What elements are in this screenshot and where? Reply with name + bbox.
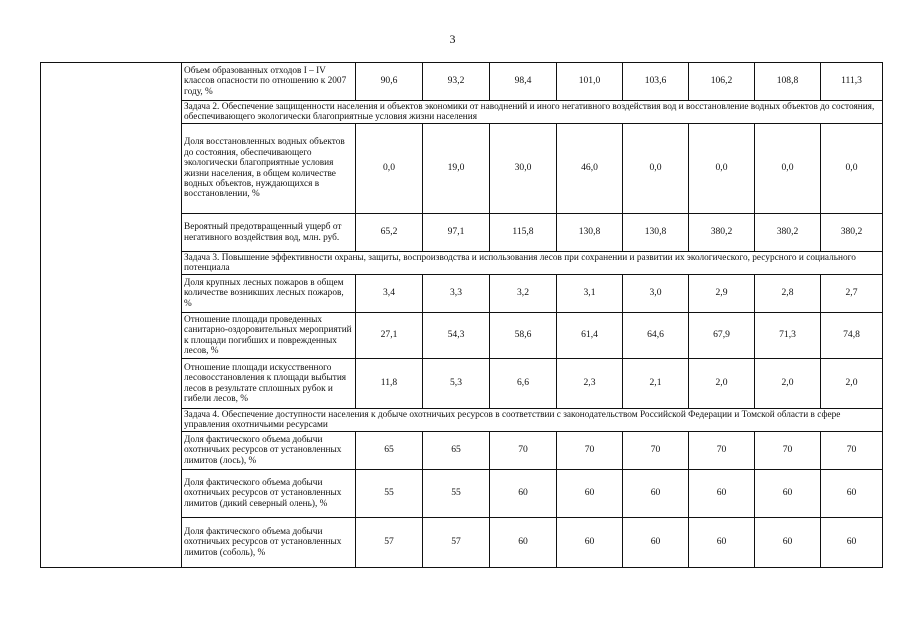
indicator-value: 57 [356,518,423,568]
indicator-value: 98,4 [490,63,557,101]
indicator-value: 55 [356,470,423,518]
indicator-value: 115,8 [490,214,557,252]
indicator-value: 55 [423,470,490,518]
indicator-value: 108,8 [755,63,821,101]
indicator-value: 380,2 [689,214,755,252]
indicator-value: 3,2 [490,275,557,313]
indicator-value: 103,6 [623,63,689,101]
page-number: 3 [449,32,456,46]
indicator-value: 61,4 [557,313,623,359]
indicator-value: 60 [557,518,623,568]
indicator-value: 70 [689,432,755,470]
indicator-value: 65 [356,432,423,470]
indicator-name: Вероятный предотвращенный ущерб от негативного воздействия вод, млн. руб. [182,214,356,252]
indicator-value: 70 [623,432,689,470]
indicator-value: 2,0 [689,359,755,409]
indicator-value: 0,0 [821,124,883,214]
indicator-value: 54,3 [423,313,490,359]
indicator-name: Отношение площади проведенных санитарно-оздоровительных мероприятий к площади погибших и поврежденных лесов, % [182,313,356,359]
indicator-value: 65,2 [356,214,423,252]
indicator-value: 2,3 [557,359,623,409]
indicator-value: 97,1 [423,214,490,252]
indicator-value: 70 [755,432,821,470]
indicator-value: 60 [821,470,883,518]
indicators-table [40,62,883,568]
indicator-name: Доля фактического объема добычи охотничьих ресурсов от установленных лимитов (лось), % [182,432,356,470]
indicator-value: 101,0 [557,63,623,101]
task-heading: Задача 3. Повышение эффективности охраны, защиты, воспроизводства и использования лесов при сохранении и развитии их экологического, ресурсного и социального потенциала [182,252,883,275]
indicator-value: 71,3 [755,313,821,359]
indicator-value: 60 [821,518,883,568]
indicator-value: 60 [490,518,557,568]
task-heading: Задача 2. Обеспечение защищенности населения и объектов экономики от наводнений и иного негативного воздействия вод и восстановление водных объектов до состояния, обеспечивающего экологически благоприятные условия жизни населения [182,101,883,124]
indicator-value: 65 [423,432,490,470]
indicator-value: 60 [689,518,755,568]
indicator-value: 5,3 [423,359,490,409]
indicator-value: 0,0 [755,124,821,214]
indicator-value: 3,4 [356,275,423,313]
indicator-value: 70 [821,432,883,470]
indicator-row [41,63,883,101]
indicator-name: Объем образованных отходов I – IV классов опасности по отношению к 2007 году, % [182,63,356,101]
indicator-value: 380,2 [755,214,821,252]
indicator-value: 30,0 [490,124,557,214]
indicator-value: 60 [755,518,821,568]
indicator-value: 60 [623,470,689,518]
indicator-value: 46,0 [557,124,623,214]
indicator-value: 6,6 [490,359,557,409]
task-heading: Задача 4. Обеспечение доступности населения к добыче охотничьих ресурсов в соответствии с законодательством Российской Федерации и Томской области в сфере управления охотничьими ресурсами [182,409,883,432]
indicator-value: 90,6 [356,63,423,101]
indicator-value: 60 [623,518,689,568]
indicator-value: 93,2 [423,63,490,101]
indicator-value: 64,6 [623,313,689,359]
indicator-value: 2,0 [821,359,883,409]
empty-number-column [41,63,182,568]
indicator-value: 0,0 [689,124,755,214]
indicator-value: 11,8 [356,359,423,409]
indicator-value: 0,0 [623,124,689,214]
indicator-value: 57 [423,518,490,568]
indicator-value: 3,0 [623,275,689,313]
indicator-value: 19,0 [423,124,490,214]
indicator-value: 70 [557,432,623,470]
indicator-value: 2,7 [821,275,883,313]
indicator-value: 67,9 [689,313,755,359]
indicator-value: 3,1 [557,275,623,313]
indicator-value: 2,9 [689,275,755,313]
indicator-value: 60 [689,470,755,518]
indicator-value: 130,8 [557,214,623,252]
indicator-value: 3,3 [423,275,490,313]
indicator-value: 74,8 [821,313,883,359]
indicator-name: Доля крупных лесных пожаров в общем количестве возникших лесных пожаров, % [182,275,356,313]
indicator-value: 58,6 [490,313,557,359]
indicator-value: 130,8 [623,214,689,252]
indicator-value: 60 [755,470,821,518]
indicator-value: 0,0 [356,124,423,214]
indicator-name: Доля восстановленных водных объектов до состояния, обеспечивающего экологически благоприятные условия жизни населения, в общем количестве водных объектов, нуждающихся в восстановлении, % [182,124,356,214]
indicator-value: 380,2 [821,214,883,252]
indicator-value: 27,1 [356,313,423,359]
indicator-name: Доля фактического объема добычи охотничьих ресурсов от установленных лимитов (дикий северный олень), % [182,470,356,518]
indicator-value: 106,2 [689,63,755,101]
indicator-value: 111,3 [821,63,883,101]
indicator-value: 60 [557,470,623,518]
indicator-value: 2,1 [623,359,689,409]
indicator-value: 2,0 [755,359,821,409]
indicator-name: Отношение площади искусственного лесовосстановления к площади выбытия лесов в результате сплошных рубок и гибели лесов, % [182,359,356,409]
indicator-value: 60 [490,470,557,518]
indicator-name: Доля фактического объема добычи охотничьих ресурсов от установленных лимитов (соболь), % [182,518,356,568]
indicator-value: 70 [490,432,557,470]
indicator-value: 2,8 [755,275,821,313]
